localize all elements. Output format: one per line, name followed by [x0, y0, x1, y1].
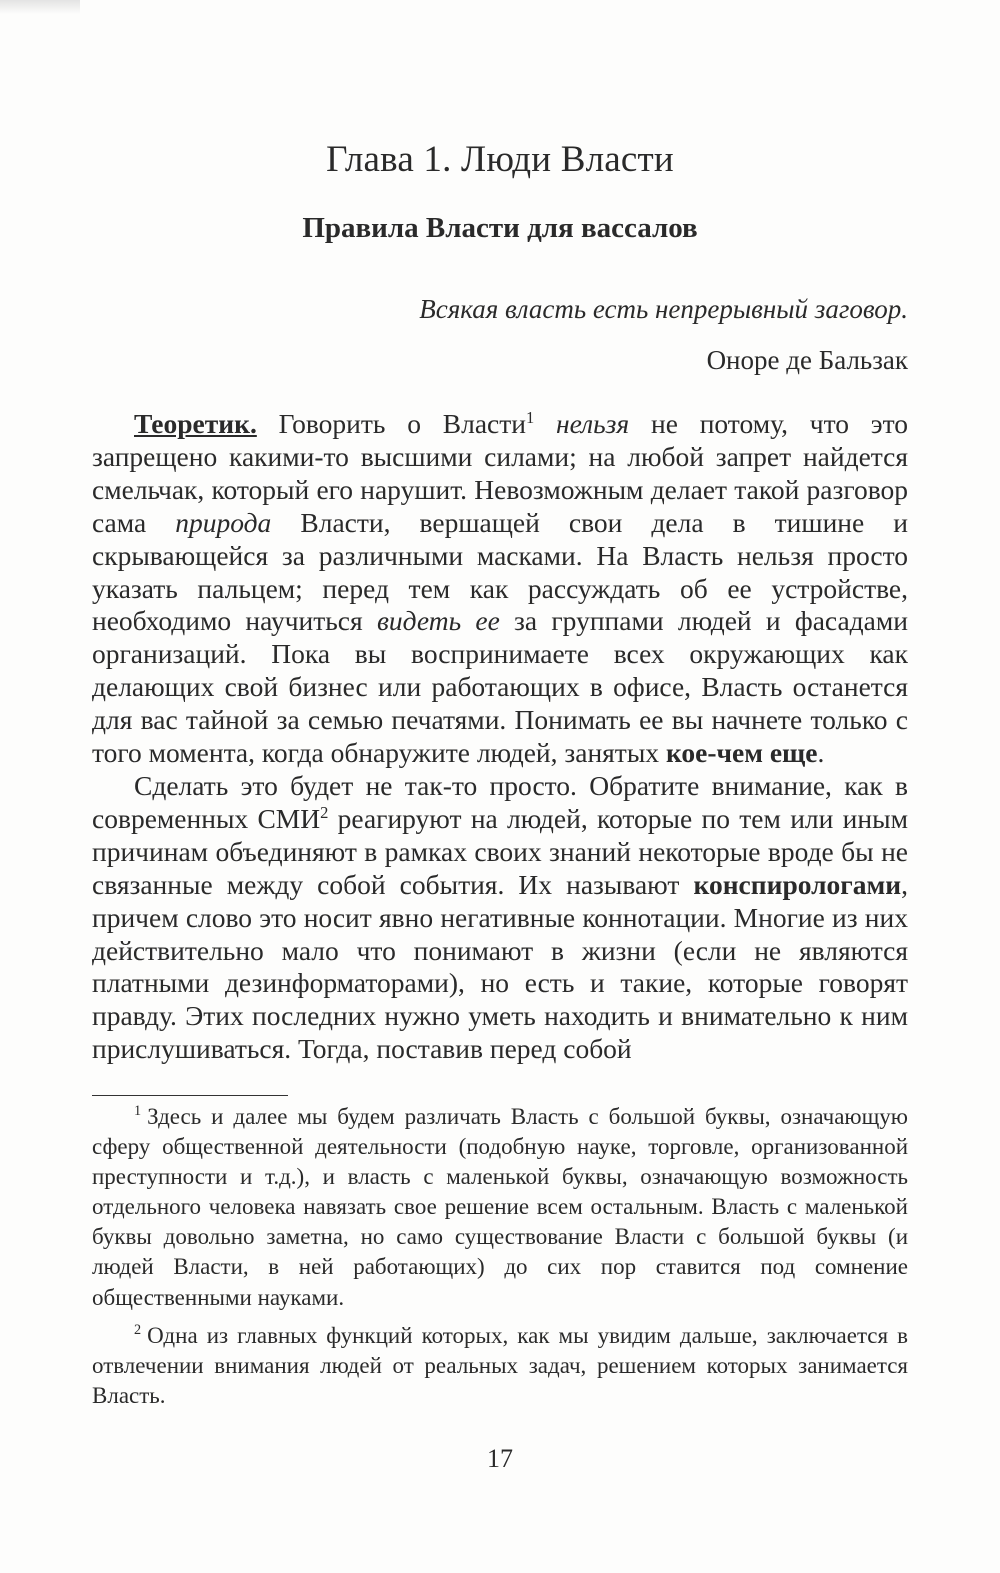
footnote-ref-2[interactable]: 2 [320, 802, 329, 822]
epigraph-quote: Всякая власть есть непрерывный заговор. [419, 294, 908, 324]
text-run: Власти, вершащей свои дела в тишине и скрывающейся за различными масками. На Власть нельзя просто указать пальцем; перед тем как рассуждать об ее устройстве, необходимо научиться [92, 506, 908, 637]
text-run: Сделать это будет не так-то просто. Обратите внимание, как в современных СМИ [92, 769, 908, 834]
emphasis-text: нельзя [556, 408, 630, 439]
footnote-text: Одна из главных функций которых, как мы увидим дальше, заключается в отвлечении внимания людей от реальных задач, решением которых занимается Власть. [92, 1322, 908, 1408]
footnote-ref-1[interactable]: 1 [525, 407, 535, 427]
bold-text: конспирологами [693, 868, 902, 900]
epigraph-author: Оноре де Бальзак [706, 345, 908, 375]
emphasis-text: природа [175, 506, 272, 538]
bold-text: кое-чем еще [665, 737, 818, 769]
footnote-divider [92, 1095, 288, 1096]
emphasis-text: видеть ее [376, 605, 500, 637]
paragraph-2 [92, 770, 908, 1066]
text-run [534, 408, 556, 439]
footnote-text: Здесь и далее мы будем различать Власть с большой буквы, означающую сферу общественной деятельности (подобную науке, торговле, организованной преступности и т.д.), и власть с маленькой буквы, означающую возможность отдельного человека навязать свое решение всем остальным. Власть с маленькой буквы довольно заметна, но само существование Власти с большой буквы (и людей Власти, в ней работающих) до сих пор ставится под сомнение общественными науками. [92, 1104, 908, 1310]
epigraph [419, 294, 908, 376]
text-run: не потому, что это запрещено какими-то высшими силами; на любой запрет найдется смельчак, который его нарушит. Невозможным делает такой разговор сама [92, 408, 908, 538]
text-run: Говорить о Власти [256, 408, 526, 439]
footnote-number: 1 [134, 1103, 142, 1120]
page-number: 17 [487, 1444, 513, 1473]
section-title: Правила Власти для вассалов [302, 212, 698, 244]
text-run: реагируют на людей, которые по тем или иным причинам объединяют в рамках своих знаний некоторые вроде бы не связанные между собой события. Их называют [92, 802, 908, 900]
text-run: за группами людей и фасадами организаций. Пока вы воспринимаете всех окружающих как делающих свой бизнес или работающих в офисе, Власть останется для вас тайной за семью печатями. Понимать ее вы начнете только с того момента, когда обнаружите людей, занятых [92, 605, 908, 769]
text-run: , причем слово это носит явно негативные коннотации. Многие из них действительно мало что понимают в жизни (если не являются платными дезинформаторами), но есть и такие, которые говорят правду. Этих последних нужно уметь находить и внимательно к ним прислушиваться. Тогда, поставив перед собой [92, 868, 908, 1065]
speaker-label: Теоретик. [134, 408, 257, 439]
paragraph-1 [92, 408, 908, 770]
footnote-1 [92, 1102, 908, 1313]
footnote-2 [92, 1321, 908, 1411]
footnotes [92, 1102, 908, 1419]
footnote-number: 2 [134, 1322, 142, 1338]
text-run: . [817, 737, 825, 769]
scan-edge-shadow [0, 0, 80, 14]
main-text [92, 408, 908, 1066]
chapter-title: Глава 1. Люди Власти [326, 139, 674, 180]
